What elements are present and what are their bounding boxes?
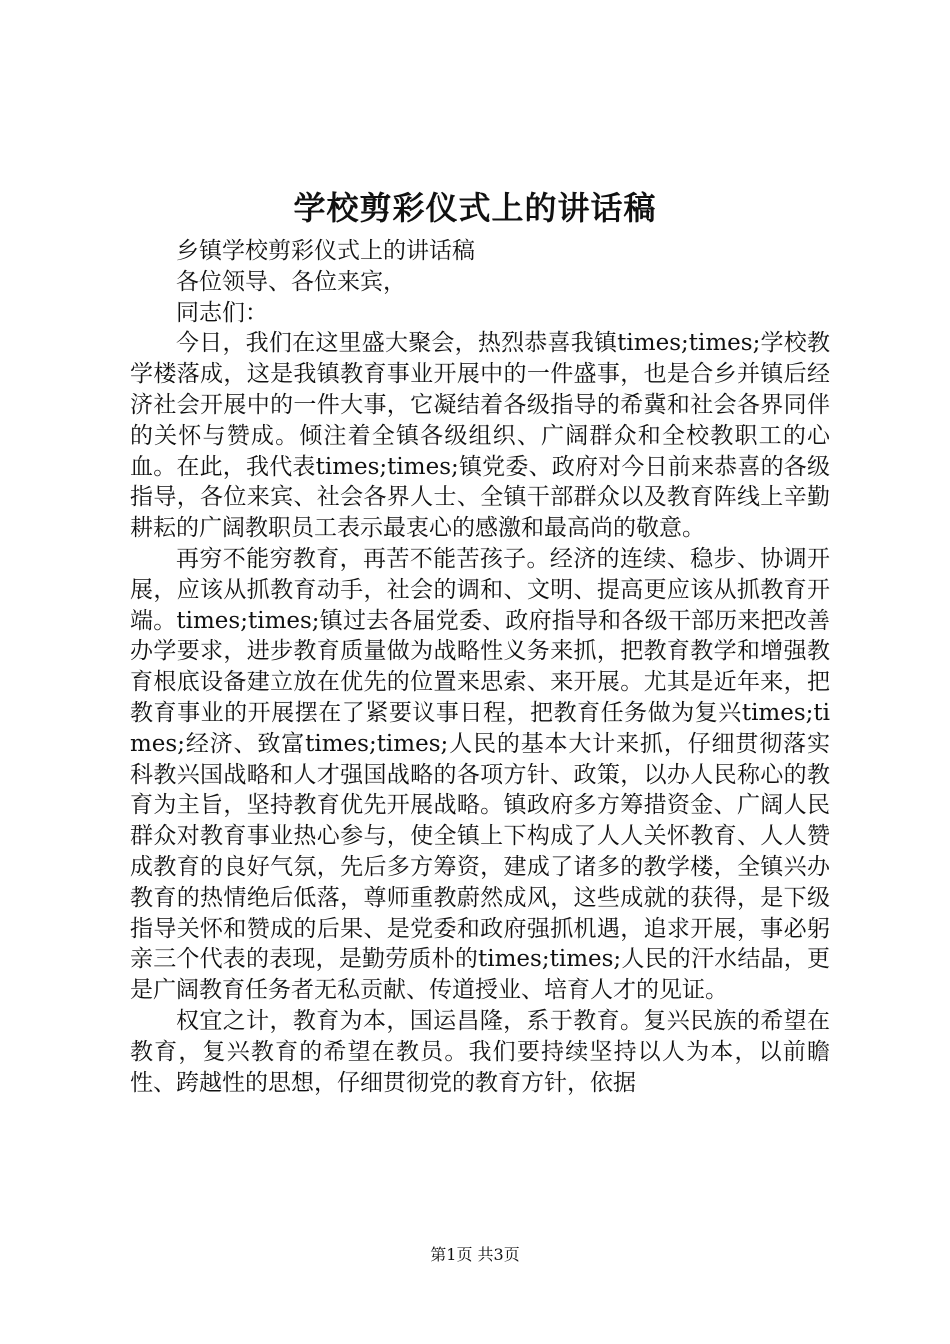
paragraph-opening: 今日，我们在这里盛大聚会，热烈恭喜我镇times;times;学校教学楼落成，这是我镇教育事业开展中的一件盛事，也是合乡并镇后经济社会开展中的一件大事，它凝结着各级指导的希冀和社会各界同伴的关怀与赞成。倾注着全镇各级组织、广阔群众和全校教职工的心血。在此，我代表times;times;镇党委、政府对今日前来恭喜的各级指导，各位来宾、社会各界人士、全镇干部群众以及教育阵线上辛勤耕耘的广阔教职员工表示最衷心的感激和最高尚的敬意。 bbox=[130, 330, 830, 542]
document-title: 学校剪彩仪式上的讲话稿 bbox=[293, 189, 657, 227]
paragraph-education-priority: 再穷不能穷教育，再苦不能苦孩子。经济的连续、稳步、协调开展，应该从抓教育动手，社会的调和、文明、提高更应该从抓教育开端。times;times;镇过去各届党委、政府指导和各级干部历来把改善办学要求，进步教育质量做为战略性义务来抓，把教育教学和增强教育根底设备建立放在优先的位置来思索、来开展。尤其是近年来，把教育事业的开展摆在了紧要议事日程，把教育任务做为复兴times;times;经济、致富times;times;人民的基本大计来抓，仔细贯彻落实科教兴国战略和人才强国战略的各项方针、政策，以办人民称心的教育为主旨，坚持教育优先开展战略。镇政府多方筹措资金、广阔人民群众对教育事业热心参与，使全镇上下构成了人人关怀教育、人人赞成教育的良好气氛，先后多方筹资，建成了诸多的教学楼，全镇兴办教育的热情绝后低落，尊师重教蔚然成风，这些成就的获得，是下级指导关怀和赞成的后果、是党委和政府强抓机遇，追求开展，事必躬亲三个代表的表现，是勤劳质朴的times;times;人民的汗水结晶，更是广阔教育任务者无私贡献、传道授业、培育人才的见证。 bbox=[130, 545, 830, 1004]
document-body bbox=[130, 236, 830, 1098]
page-number-footer: 第1页 共3页 bbox=[430, 1245, 520, 1264]
paragraph-subtitle: 乡镇学校剪彩仪式上的讲话稿 bbox=[176, 238, 475, 264]
paragraph-salutation-guests: 各位领导、各位来宾， bbox=[176, 268, 406, 295]
paragraph-education-foundation: 权宜之计，教育为本，国运昌隆，系于教育。复兴民族的希望在教育，复兴教育的希望在教员。我们要持续坚持以人为本，以前瞻性、跨越性的思想，仔细贯彻党的教育方针，依据 bbox=[130, 1007, 830, 1096]
paragraph-salutation-comrades: 同志们： bbox=[176, 299, 268, 326]
